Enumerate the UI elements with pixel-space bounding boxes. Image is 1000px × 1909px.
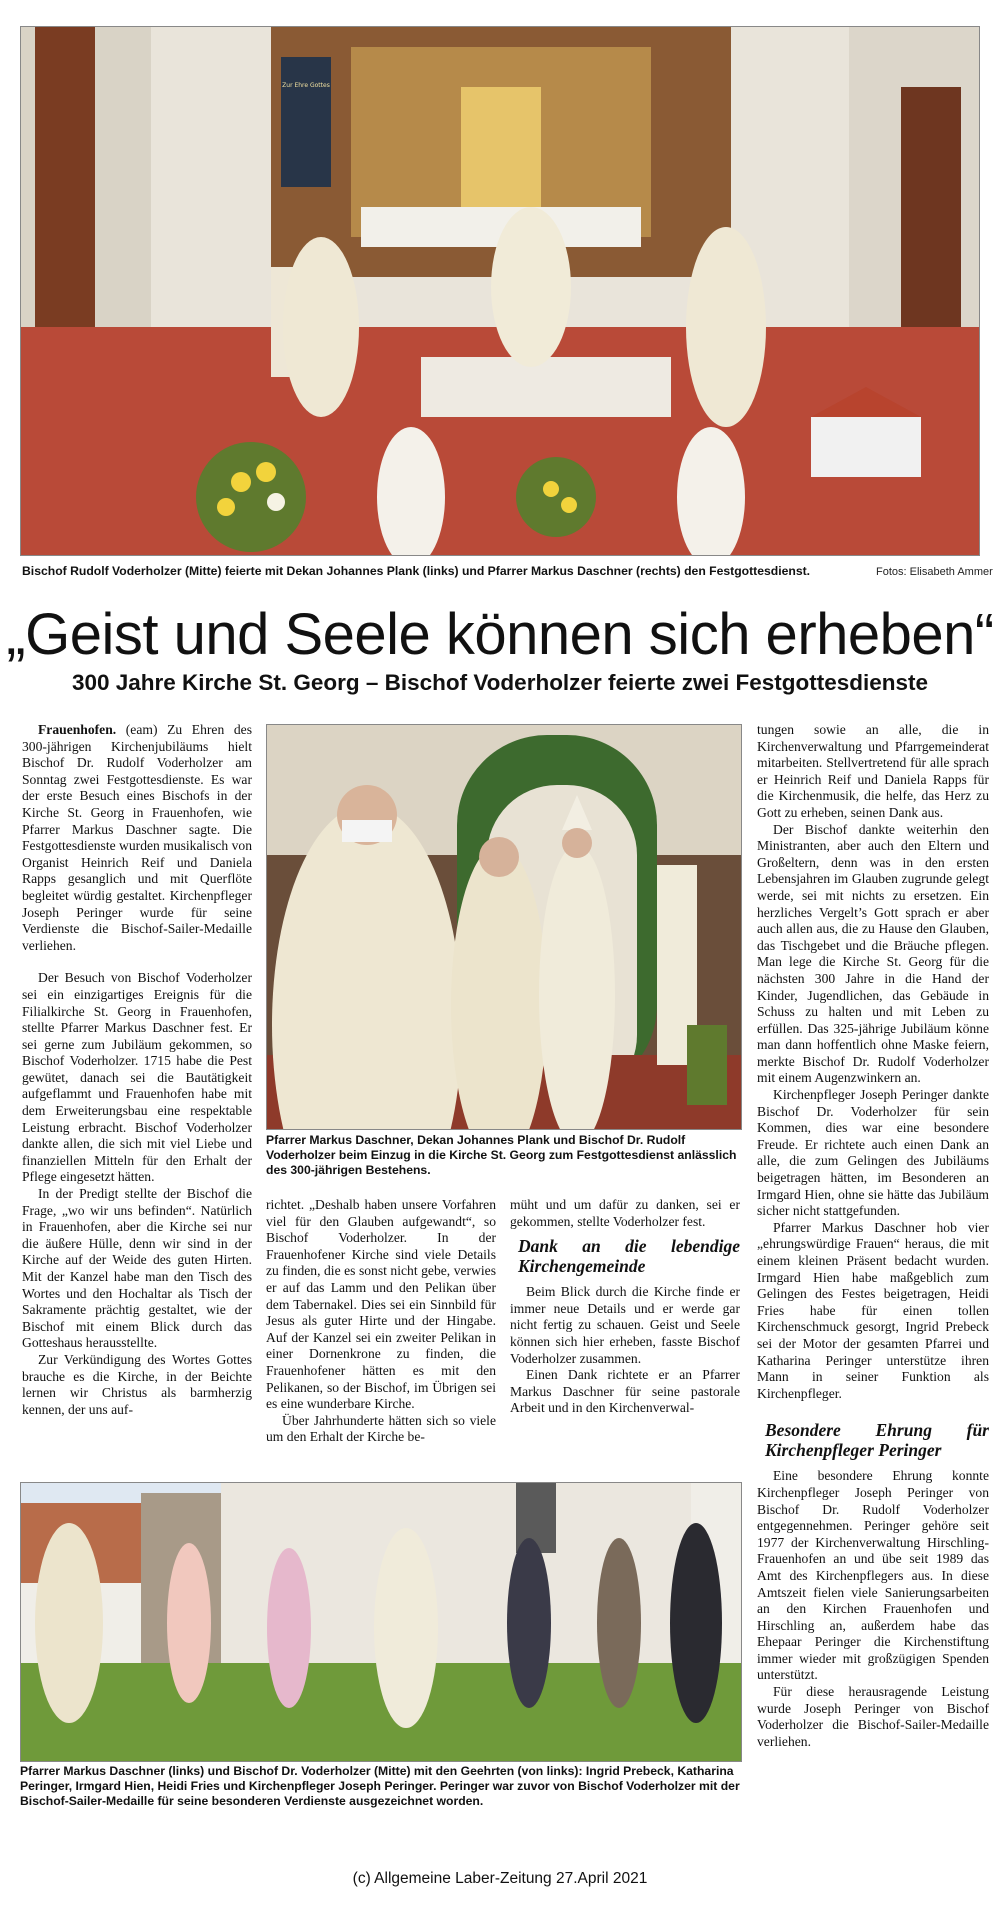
- paragraph: Pfarrer Markus Daschner hob vier „ehrungswürdige Frauen“ heraus, die mit einem kleinen Präsent bedacht wurden. Irmgard Hien habe maßgeblich zum Gelingen des Festes beigetragen, Heidi Fries habe für einen tollen Kirchenschmuck gesorgt, Ingrid Prebeck sei der Motor der gesamten Pfarrei und Katharina Peringer unterstütze ihren Mann in seiner Funktion als Kirchenpfleger.: [757, 1219, 989, 1401]
- dateline: Frauenhofen.: [38, 722, 117, 737]
- paragraph: Über Jahrhunderte hätten sich so viele um den Erhalt der Kirche be-: [266, 1412, 496, 1445]
- copyright-footer: (c) Allgemeine Laber-Zeitung 27.April 2021: [352, 1870, 648, 1887]
- top-photo-altar: [20, 26, 980, 556]
- subheading-dank: Dank an die lebendige Kirchengemeinde: [518, 1236, 740, 1277]
- bottom-photo-caption: Pfarrer Markus Daschner (links) und Bischof Dr. Voderholzer (Mitte) mit den Geehrten (von links): Ingrid Prebeck, Katharina Peringer, Irmgard Hien, Heidi Fries und Kirchenpfleger Joseph Peringer. Peringer war zuvor von Bischof Voderholzer mit der Bischof-Sailer-Medaille für seine besonderen Verdienste ausgezeichnet worden.: [20, 1764, 740, 1808]
- paragraph: Der Besuch von Bischof Voderholzer sei ein einzigartiges Ereignis für die Filialkirche St. Georg in Frauenhofen, stellte Pfarrer Markus Daschner fest. Er sei gerne zum Jubiläum gekommen, so Bischof Voderholzer. 1715 habe die Pest gewütet, danach sei die Bautätigkeit aufgeflammt und Frauenhofen habe mit dem Erweiterungsbau eine respektable Leistung erbracht. Bischof Voderholzer dankte allen, die sich mit viel Liebe und finanziellen Mitteln für den Erhalt der Pflege eingesetzt hätten.: [22, 970, 252, 1185]
- paragraph: Für diese herausragende Leistung wurde Joseph Peringer von Bischof Voderholzer die Bischof-Sailer-Medaille verliehen.: [757, 1684, 989, 1749]
- article-subheadline: 300 Jahre Kirche St. Georg – Bischof Voderholzer feierte zwei Festgottesdienste: [71, 670, 929, 695]
- paragraph: [22, 722, 252, 954]
- middle-photo-caption: Pfarrer Markus Daschner, Dekan Johannes Plank und Bischof Dr. Rudolf Voderholzer beim Einzug in die Kirche St. Georg zum Festgottesdienst anlässlich des 300-jährigen Bestehens.: [266, 1133, 737, 1177]
- paragraph: Der Bischof dankte weiterhin den Ministranten, aber auch den Eltern und Großeltern, denn was in den ersten Lebensjahren im Glauben zugrunde gelegt werde, sei mit nichts zu ersetzen. Ein herzliches Vergelt’s Gott sprach er aber auch allen aus, die zu Hause den Glauben, das Tischgebet und die Bräuche pflegen. Man lege die Kirche St. Georg für die nächsten 300 Jahre in die Hand der Kinder, Jugendlichen, das Gebäude in Schuss zu halten und mit Leben zu erfüllen. Das 325-jährige Jubiläum könne man dann hoffentlich ohne Maske feiern, merkte Bischof Dr. Rudolf Voderholzer mit einem Augenzwinkern an.: [757, 821, 989, 1086]
- paragraph: In der Predigt stellte der Bischof die Frage, „wo wir uns befinden“. Natürlich in Frauenhofen, aber die Kirche sei nur die äußere Hülle, denn wir sind in der Kirche auf der Weide des guten Hirten. Mit der Kanzel habe man den Tisch des Wortes und den Hochaltar als Tisch der Sakramente prächtig gestaltet, wie der Bischof mit einem Blick durch das Gotteshaus herausstellte.: [22, 1186, 252, 1351]
- paragraph: Kirchenpfleger Joseph Peringer dankte Bischof Dr. Voderholzer für sein Kommen, dies war eine besondere Freude. Er richtete auch einen Dank an alle, die zum Gelingen des Jubiläums beigetragen hätten, im Besonderen an Irmgard Hien, ohne sie hätte das Jubiläum sicher nicht stattgefunden.: [757, 1087, 989, 1219]
- paragraph: Beim Blick durch die Kirche finde er immer neue Details und er werde gar nicht fertig zu schauen. Geist und Seele können sich hier erheben, fasste Bischof Voderholzer zusammen.: [510, 1284, 740, 1366]
- paragraph: tungen sowie an alle, die in Kirchenverwaltung und Pfarrgemeinderat mitarbeiten. Stellvertretend für alle sprach er Heinrich Reif und Daniela Rapps für die Kirchenmusik, die helfe, das Herz zu Gott zu erheben, seinen Dank aus.: [757, 722, 989, 820]
- paragraph-text: (eam) Zu Ehren des 300-jährigen Kirchenjubiläums hielt Bischof Dr. Rudolf Voderholzer am Sonntag zwei Festgottesdienste. Es war der erste Besuch eines Bischofs in der Kirche St. Georg in Frauenhofen, wie Pfarrer Markus Daschner sagte. Die Festgottesdienste wurden musikalisch von Organist Heinrich Reif und Daniela Rapps gesanglich und mit Querflöte begleitet würdig gestaltet. Kirchenpfleger Joseph Peringer wurde für seine Verdienste die Bischof-Sailer-Medaille verliehen.: [22, 722, 252, 953]
- column-1: [22, 722, 252, 1418]
- article-headline: „Geist und Seele können sich erheben“: [6, 602, 994, 667]
- group-scene-image: [21, 1483, 741, 1761]
- column-2: [266, 1197, 496, 1446]
- paragraph: Einen Dank richtete er an Pfarrer Markus Daschner für seine pastorale Arbeit und in den Kirchenverwal-: [510, 1367, 740, 1416]
- paragraph: müht und um dafür zu danken, sei er gekommen, stellte Voderholzer fest.: [510, 1197, 740, 1229]
- paragraph: richtet. „Deshalb haben unsere Vorfahren viel für den Glauben aufgewandt“, so Bischof Voderholzer. In der Frauenhofener Kirche sind viele Details zu finden, die es sonst nicht gebe, verwies er auf das Lamm und den Pelikan über dem Tabernakel. Dies sei ein Sinnbild für Jesus als guter Hirte und der Hingabe. Auf der Kanzel sei ein zweiter Pelikan in einer Dornenkrone zu finden, die Frauenhofener hätten es mit den Pelikanen, so der Bischof, im Übrigen sei es eine wunderbare Kirche.: [266, 1197, 496, 1412]
- bottom-photo-group: [20, 1482, 742, 1762]
- column-3: [510, 1197, 740, 1417]
- middle-photo-procession: [266, 724, 742, 1130]
- altar-scene-image: [21, 27, 979, 555]
- banner-text: Zur Ehre Gottes: [282, 82, 330, 89]
- paragraph: Eine besondere Ehrung konnte Kirchenpfleger Joseph Peringer von Bischof Dr. Rudolf Voderholzer entgegennehmen. Peringer gehöre seit 1977 der Kirchenverwaltung Hirschling-Frauenhofen an und übe seit 1989 das Amt des Kirchenpflegers aus. In diese Amtszeit fielen viele Sanierungsarbeiten an den Kirchen Frauenhofen und Hirschling an, außerdem habe das Ehepaar Peringer die Kirchenstiftung immer wieder mit großzügigen Spenden unterstützt.: [757, 1468, 989, 1683]
- paragraph: Zur Verkündigung des Wortes Gottes brauche es die Kirche, in der Beichte lernen wir Christus als barmherzig kennen, der uns auf-: [22, 1351, 252, 1417]
- column-4: [757, 722, 989, 1750]
- subheading-ehrung: Besondere Ehrung für Kirchenpfleger Peringer: [765, 1420, 989, 1461]
- procession-scene-image: [267, 725, 741, 1129]
- top-photo-caption: Bischof Rudolf Voderholzer (Mitte) feierte mit Dekan Johannes Plank (links) und Pfarrer Markus Daschner (rechts) den Festgottesdienst.: [22, 564, 811, 578]
- photo-credit: Fotos: Elisabeth Ammer: [876, 566, 993, 578]
